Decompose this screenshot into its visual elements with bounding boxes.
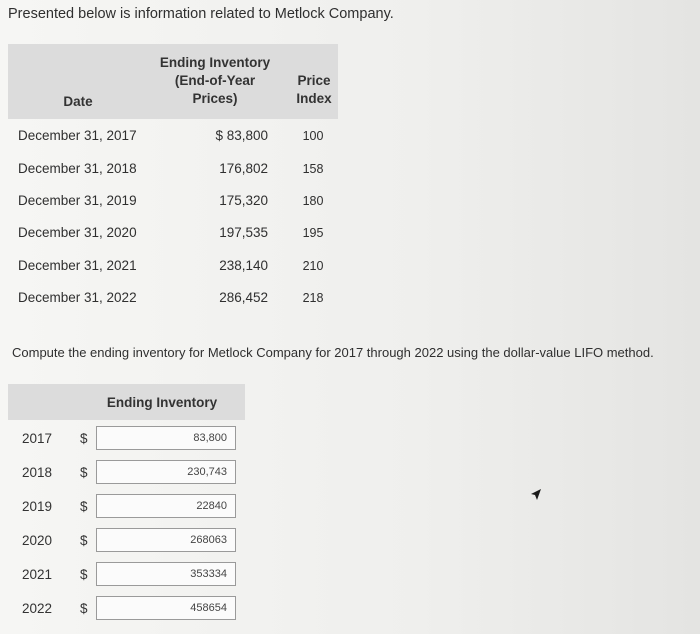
dollar-sign: $: [80, 567, 88, 582]
row-inventory: 175,320: [219, 193, 268, 208]
row-inventory: 238,140: [219, 258, 268, 273]
answer-row: [8, 490, 245, 524]
header-price-index: [290, 72, 338, 108]
row-date: December 31, 2019: [18, 193, 137, 208]
answer-year: 2018: [22, 465, 53, 480]
row-index: 158: [302, 162, 324, 176]
mouse-pointer-icon: [529, 487, 543, 503]
row-inventory: 286,452: [219, 290, 268, 305]
answer-header-ending-inventory: Ending Inventory: [106, 395, 218, 410]
row-date: December 31, 2018: [18, 161, 137, 176]
intro-text: Presented below is information related to Metlock Company.: [8, 6, 394, 22]
row-date: December 31, 2022: [18, 290, 137, 305]
row-date: December 31, 2017: [18, 128, 137, 143]
header-inventory-line-1: Ending Inventory: [159, 55, 271, 70]
answer-year: 2022: [22, 601, 53, 616]
row-index: 218: [302, 291, 324, 305]
dollar-sign: $: [80, 499, 88, 514]
table-row: [8, 192, 338, 225]
ending-inventory-input-2022[interactable]: 458654: [96, 596, 236, 620]
row-index: 210: [302, 259, 324, 273]
header-date: Date: [63, 94, 93, 109]
header-index-line-2: Index: [296, 91, 332, 106]
dollar-sign: $: [80, 601, 88, 616]
row-inventory: 176,802: [219, 161, 268, 176]
table-row: [8, 160, 338, 193]
row-index: 180: [302, 194, 324, 208]
header-ending-inventory: [150, 54, 280, 108]
ending-inventory-input-2017[interactable]: 83,800: [96, 426, 236, 450]
answer-row: [8, 524, 245, 558]
dollar-sign: $: [80, 533, 88, 548]
question-text: Compute the ending inventory for Metlock Company for 2017 through 2022 using the dollar-value LIFO method.: [12, 345, 654, 360]
answer-row: [8, 422, 245, 456]
answer-year: 2019: [22, 499, 53, 514]
ending-inventory-input-2019[interactable]: 22840: [96, 494, 236, 518]
ending-inventory-input-2021[interactable]: 353334: [96, 562, 236, 586]
header-inventory-line-2: (End-of-Year: [174, 73, 256, 88]
answer-year: 2017: [22, 431, 53, 446]
dollar-sign: $: [80, 465, 88, 480]
answer-row: [8, 456, 245, 490]
header-inventory-line-3: Prices): [192, 91, 238, 106]
row-inventory: $ 83,800: [215, 128, 268, 143]
table-row: [8, 257, 338, 290]
answer-year: 2020: [22, 533, 53, 548]
ending-inventory-input-2020[interactable]: 268063: [96, 528, 236, 552]
dollar-sign: $: [80, 431, 88, 446]
table-row: [8, 127, 338, 160]
answer-year: 2021: [22, 567, 53, 582]
row-date: December 31, 2020: [18, 225, 137, 240]
answer-row: [8, 592, 245, 626]
ending-inventory-input-2018[interactable]: 230,743: [96, 460, 236, 484]
row-index: 100: [302, 129, 324, 143]
header-index-line-1: Price: [297, 73, 331, 88]
row-date: December 31, 2021: [18, 258, 137, 273]
table-row: [8, 289, 338, 322]
row-index: 195: [302, 226, 324, 240]
answer-row: [8, 558, 245, 592]
table-row: [8, 224, 338, 257]
row-inventory: 197,535: [219, 225, 268, 240]
